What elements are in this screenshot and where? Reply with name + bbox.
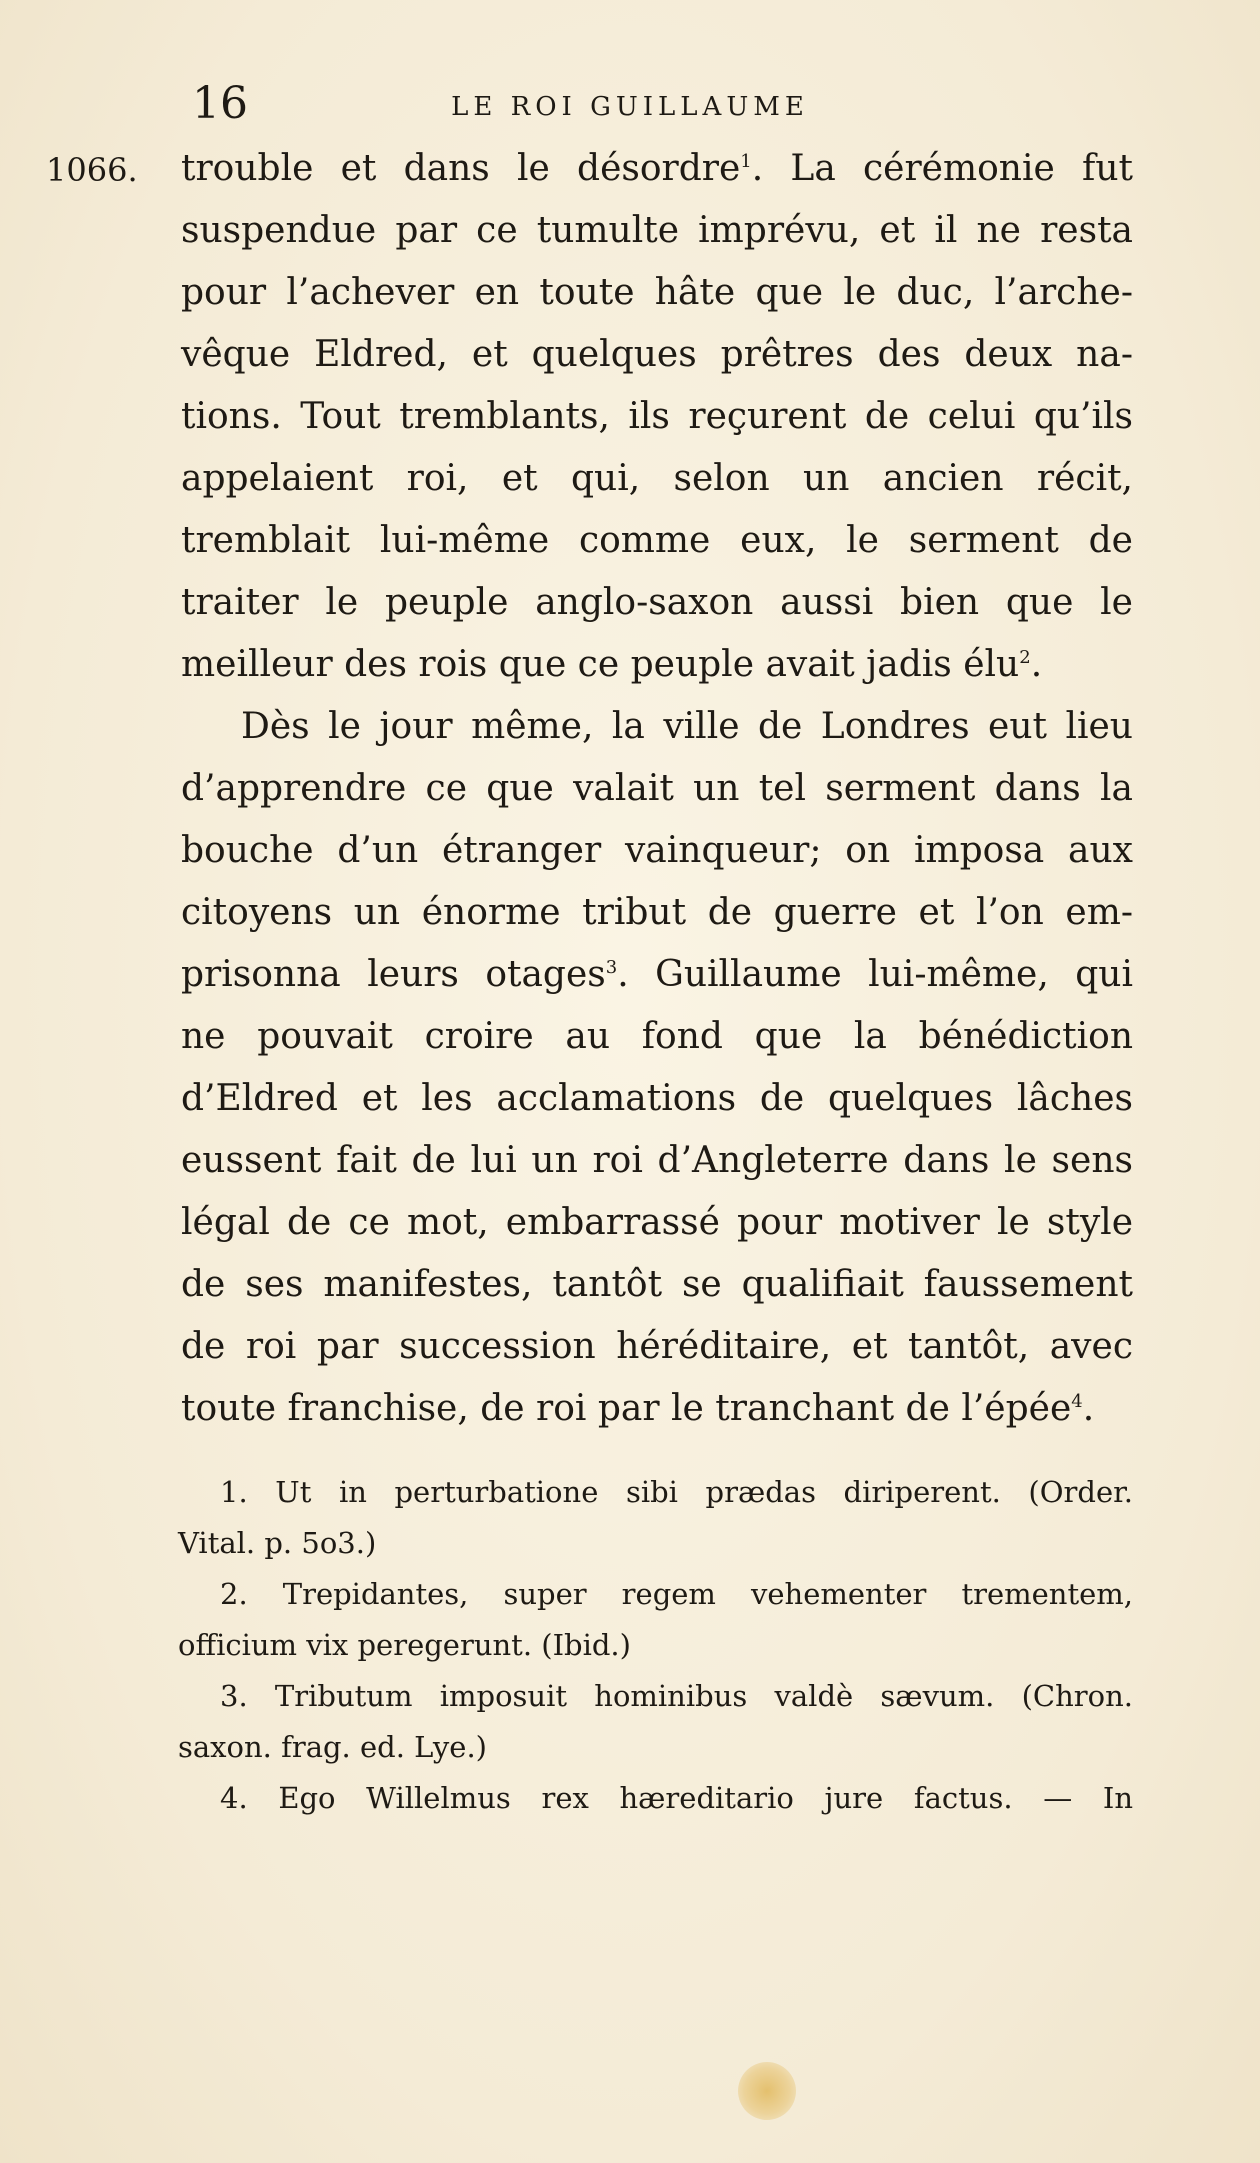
footnote-ref: 1	[740, 151, 752, 172]
text-line: de ses manifestes, tantôt se qualifiait faussement	[181, 1264, 1133, 1305]
footnote-line: saxon. frag. ed. Lye.)	[178, 1730, 487, 1764]
text-line: toute franchise, de roi par le tranchant de l’épée$^4$.	[181, 1388, 1095, 1429]
running-title: LE ROI GUILLAUME	[451, 92, 809, 122]
text-line: d’apprendre ce que valait un tel serment dans la	[181, 768, 1133, 809]
text-line: meilleur des rois que ce peuple avait jadis élu$^2$.	[181, 644, 1043, 685]
text-line: pour l’achever en toute hâte que le duc, l’arche-	[181, 272, 1133, 313]
text-line: traiter le peuple anglo-saxon aussi bien que le	[181, 582, 1133, 623]
text-line: vêque Eldred, et quelques prêtres des deux na-	[181, 334, 1133, 375]
margin-date: 1066.	[46, 151, 138, 189]
page-number: 16	[192, 78, 248, 129]
paper-stain	[738, 2062, 796, 2120]
footnote-line: officium vix peregerunt. (Ibid.)	[178, 1628, 631, 1662]
text-line: ne pouvait croire au fond que la bénédiction	[181, 1016, 1133, 1057]
footnote-line: 1. Ut in perturbatione sibi prædas diriperent. (Order.	[220, 1475, 1133, 1509]
text-line: légal de ce mot, embarrassé pour motiver le style	[181, 1202, 1133, 1243]
text-line: appelaient roi, et qui, selon un ancien récit,	[181, 458, 1133, 499]
text-line: de roi par succession héréditaire, et tantôt, avec	[181, 1326, 1133, 1367]
text-line: tremblait lui-même comme eux, le serment de	[181, 520, 1133, 561]
footnote-line: 3. Tributum imposuit hominibus valdè sævum. (Chron.	[220, 1679, 1133, 1713]
text-line: d’Eldred et les acclamations de quelques lâches	[181, 1078, 1133, 1119]
text-line: citoyens un énorme tribut de guerre et l’on em-	[181, 892, 1133, 933]
page-header	[0, 74, 1260, 134]
text-line: tions. Tout tremblants, ils reçurent de celui qu’ils	[181, 396, 1133, 437]
text-line: suspendue par ce tumulte imprévu, et il ne resta	[181, 210, 1133, 251]
footnote-line: 4. Ego Willelmus rex hæreditario jure factus. — In	[220, 1781, 1133, 1815]
footnote-ref: 4	[1071, 1391, 1083, 1412]
footnote-ref: 3	[605, 957, 618, 978]
text-line: trouble et dans le désordre$^1$. La cérémonie fut	[181, 148, 1133, 189]
main-text	[181, 138, 1133, 1440]
footnote-line: Vital. p. 5o3.)	[178, 1526, 377, 1560]
footnote-line: 2. Trepidantes, super regem vehementer trementem,	[220, 1577, 1133, 1611]
text-line: Dès le jour même, la ville de Londres eut lieu	[241, 706, 1133, 747]
text-line: prisonna leurs otages$^3$. Guillaume lui-même, qui	[181, 954, 1133, 995]
text-line: eussent fait de lui un roi d’Angleterre dans le sens	[181, 1140, 1133, 1181]
text-line: bouche d’un étranger vainqueur; on imposa aux	[181, 830, 1133, 871]
footnotes	[178, 1467, 1133, 1824]
footnote-ref: 2	[1019, 647, 1031, 668]
